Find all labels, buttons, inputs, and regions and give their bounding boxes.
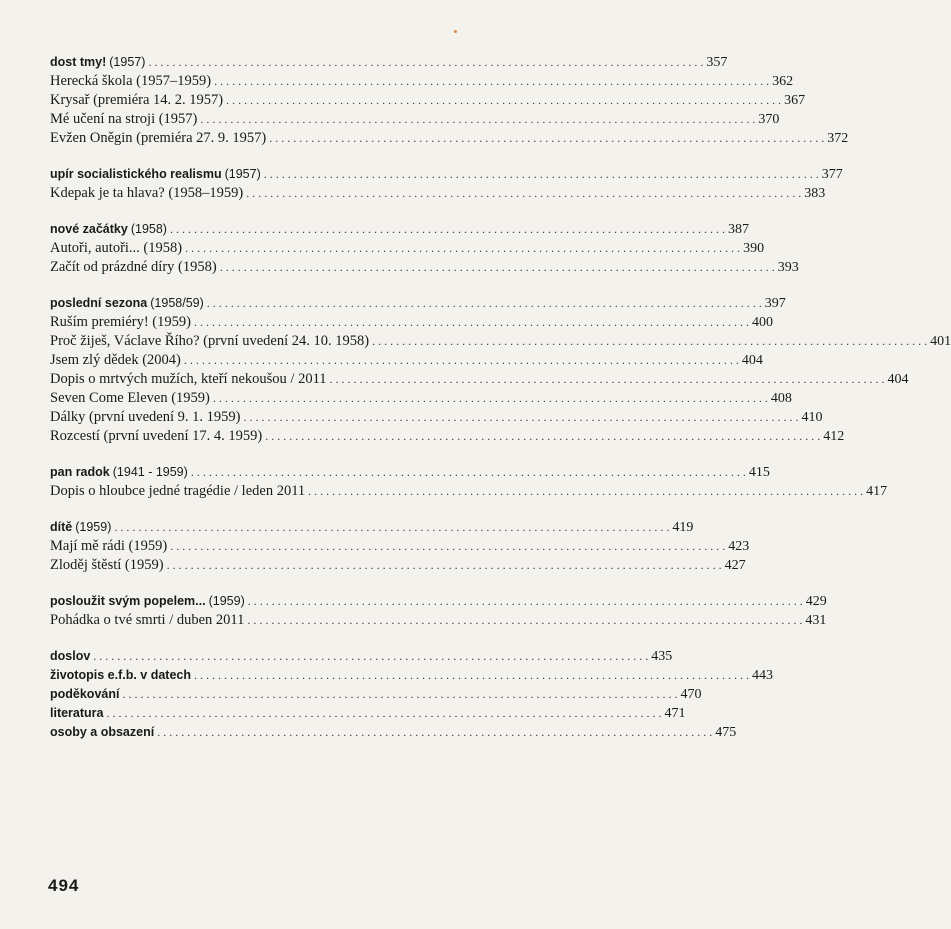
dot-leader <box>264 165 819 184</box>
page-ref: 443 <box>752 668 773 683</box>
page-ref: 435 <box>651 649 673 664</box>
section-heading-row[interactable] <box>50 165 843 184</box>
section-heading: dítě <box>50 520 73 534</box>
page-ref: 427 <box>724 558 746 573</box>
page-ref: 408 <box>770 391 792 406</box>
page-ref: 429 <box>805 594 827 609</box>
section-year: (1941 - 1959) <box>112 465 188 479</box>
toc-entry[interactable] <box>50 611 827 630</box>
dot-leader <box>114 518 669 537</box>
section-heading-row[interactable] <box>50 518 694 537</box>
appendix-title: doslov <box>50 649 91 663</box>
dot-leader <box>269 129 824 148</box>
toc-entry[interactable] <box>50 313 773 332</box>
page-number: 494 <box>48 876 80 895</box>
page-ref: 404 <box>741 353 763 368</box>
toc-entry[interactable] <box>50 91 806 110</box>
entry-title: Herecká škola (1957–1959) <box>50 73 212 89</box>
page-ref: 431 <box>805 613 827 628</box>
toc-entry[interactable] <box>50 110 780 129</box>
dot-leader <box>330 370 885 389</box>
entry-title: Seven Come Eleven (1959) <box>50 390 210 406</box>
entry-title: Autoři, autoři... (1958) <box>50 240 183 256</box>
entry-title: Jsem zlý dědek (2004) <box>50 352 181 368</box>
page-ref: 397 <box>764 296 786 311</box>
dot-leader <box>243 408 798 427</box>
entry-title: Proč žiješ, Václave Řího? (první uvedení 24. 10. 1958) <box>50 333 370 349</box>
section-heading: nové začátky <box>50 222 128 236</box>
toc-section <box>50 165 843 203</box>
dot-leader <box>220 258 775 277</box>
dot-leader <box>207 294 762 313</box>
page-ref: 417 <box>866 484 888 499</box>
toc-entry[interactable] <box>50 72 794 91</box>
section-year: (1958/59) <box>150 296 204 310</box>
ink-mark <box>454 30 457 33</box>
toc-entry[interactable] <box>50 556 746 575</box>
dot-leader <box>148 53 703 72</box>
page-ref: 412 <box>823 429 845 444</box>
entry-title: Kdepak je ta hlava? (1958–1959) <box>50 185 244 201</box>
toc-entry[interactable] <box>50 184 826 203</box>
toc-section <box>50 53 849 148</box>
toc-entry[interactable] <box>50 332 951 351</box>
dot-leader <box>122 685 677 704</box>
entry-title: Mé učení na stroji (1957) <box>50 111 198 127</box>
page-ref: 383 <box>804 186 826 201</box>
dot-leader <box>170 537 725 556</box>
dot-leader <box>157 723 712 742</box>
page-ref: 387 <box>727 222 749 237</box>
page-ref: 404 <box>887 372 909 387</box>
entry-title: Evžen Oněgin (premiéra 27. 9. 1957) <box>50 130 267 146</box>
page-ref: 390 <box>743 241 765 256</box>
entry-title: Dálky (první uvedení 9. 1. 1959) <box>50 409 241 425</box>
page-ref: 372 <box>827 131 849 146</box>
page-ref: 370 <box>758 112 780 127</box>
section-year: (1959) <box>75 520 112 534</box>
appendix-entry[interactable] <box>50 685 702 704</box>
dot-leader <box>185 239 740 258</box>
toc-section <box>50 463 888 501</box>
dot-leader <box>214 72 769 91</box>
table-of-contents <box>50 53 951 759</box>
section-heading: poslední sezona <box>50 296 148 310</box>
toc-entry[interactable] <box>50 370 909 389</box>
page-ref: 415 <box>748 465 770 480</box>
dot-leader <box>167 556 722 575</box>
section-heading-row[interactable] <box>50 53 728 72</box>
dot-leader <box>372 332 927 351</box>
section-year: (1957) <box>224 167 261 181</box>
appendix-entry[interactable] <box>50 723 737 742</box>
section-heading: pan radok <box>50 465 110 479</box>
appendix-title: poděkování <box>50 687 120 701</box>
entry-title: Zloděj štěstí (1959) <box>50 557 164 573</box>
toc-entry[interactable] <box>50 482 888 501</box>
dot-leader <box>184 351 739 370</box>
entry-title: Dopis o mrtvých mužích, kteří nekoušou / 2011 <box>50 371 327 387</box>
page-ref: 401 <box>930 334 951 349</box>
page-ref: 419 <box>672 520 694 535</box>
dot-leader <box>191 463 746 482</box>
dot-leader <box>170 220 725 239</box>
page-ref: 423 <box>728 539 750 554</box>
toc-entry[interactable] <box>50 427 845 446</box>
section-heading: posloužit svým popelem... <box>50 594 206 608</box>
appendix-entry[interactable] <box>50 704 686 723</box>
page-ref: 377 <box>821 167 843 182</box>
appendix-title: literatura <box>50 706 104 720</box>
dot-leader <box>93 647 648 666</box>
toc-section <box>50 220 799 277</box>
entry-title: Začít od prázdné díry (1958) <box>50 259 217 275</box>
dot-leader <box>107 704 662 723</box>
dot-leader <box>194 313 749 332</box>
dot-leader <box>247 611 802 630</box>
page-ref: 410 <box>801 410 823 425</box>
dot-leader <box>200 110 755 129</box>
section-year: (1957) <box>109 55 146 69</box>
appendix-entry[interactable] <box>50 647 673 666</box>
section-year: (1959) <box>208 594 245 608</box>
appendix-entry[interactable] <box>50 666 773 685</box>
page-ref: 471 <box>664 706 686 721</box>
toc-appendix <box>50 647 773 742</box>
page-ref: 400 <box>751 315 773 330</box>
toc-entry[interactable] <box>50 351 763 370</box>
toc-entry[interactable] <box>50 408 823 427</box>
appendix-title: životopis e.f.b. v datech <box>50 668 191 682</box>
page-ref: 470 <box>680 687 702 702</box>
entry-title: Pohádka o tvé smrti / duben 2011 <box>50 612 245 628</box>
dot-leader <box>213 389 768 408</box>
toc-entry[interactable] <box>50 129 849 148</box>
dot-leader <box>246 184 801 203</box>
toc-entry[interactable] <box>50 537 750 556</box>
page-ref: 393 <box>777 260 799 275</box>
section-heading-row[interactable] <box>50 220 749 239</box>
toc-section <box>50 518 750 575</box>
entry-title: Mají mě rádi (1959) <box>50 538 168 554</box>
page-ref: 367 <box>784 93 806 108</box>
dot-leader <box>194 666 749 685</box>
entry-title: Dopis o hloubce jedné tragédie / leden 2011 <box>50 483 306 499</box>
toc-entry[interactable] <box>50 258 799 277</box>
page-ref: 357 <box>706 55 728 70</box>
dot-leader <box>248 592 803 611</box>
section-year: (1958) <box>130 222 167 236</box>
appendix-title: osoby a obsazení <box>50 725 155 739</box>
entry-title: Rozcestí (první uvedení 17. 4. 1959) <box>50 428 263 444</box>
page-ref: 362 <box>772 74 794 89</box>
toc-section <box>50 592 827 630</box>
toc-entry[interactable] <box>50 239 765 258</box>
dot-leader <box>265 427 820 446</box>
section-heading-row[interactable] <box>50 294 786 313</box>
toc-section <box>50 294 951 446</box>
dot-leader <box>308 482 863 501</box>
section-heading: upír socialistického realismu <box>50 167 222 181</box>
page-ref: 475 <box>715 725 737 740</box>
entry-title: Krysař (premiéra 14. 2. 1957) <box>50 92 224 108</box>
entry-title: Ruším premiéry! (1959) <box>50 314 191 330</box>
toc-entry[interactable] <box>50 389 792 408</box>
dot-leader <box>226 91 781 110</box>
section-heading: dost tmy! <box>50 55 107 69</box>
section-heading-row[interactable] <box>50 592 827 611</box>
section-heading-row[interactable] <box>50 463 770 482</box>
